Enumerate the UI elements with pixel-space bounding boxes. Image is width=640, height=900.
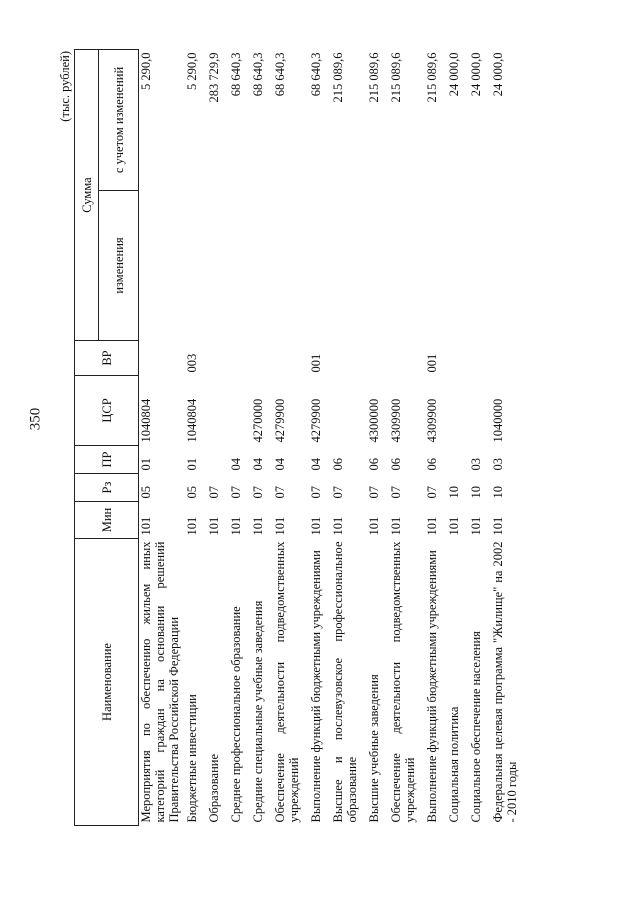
row-pr: 03	[490, 458, 505, 471]
row-csr: 4270000	[250, 398, 265, 443]
row-pr: 03	[468, 458, 483, 471]
row-csr: 1040804	[184, 398, 199, 443]
row-rz: 10	[490, 486, 505, 499]
row-pr	[447, 446, 469, 474]
row-total: 24 000,0	[490, 52, 505, 97]
row-name: Обеспечение деятельности подведомственных учреждений	[388, 541, 417, 823]
row-pr: 04	[272, 458, 287, 471]
row-csr: 4300000	[366, 398, 381, 443]
row-vr: 003	[184, 353, 199, 373]
row-min: 101	[490, 516, 505, 536]
row-vr	[331, 341, 367, 376]
row-min: 101	[468, 516, 483, 536]
row-pr: 04	[228, 458, 243, 471]
row-name: Бюджетные инвестиции	[184, 694, 199, 823]
row-pr: 01	[184, 458, 199, 471]
row-pr: 06	[424, 458, 439, 471]
row-csr	[207, 376, 229, 446]
row-total: 215 089,6	[330, 52, 345, 103]
row-total: 5 290,0	[184, 52, 199, 90]
row-vr	[367, 341, 389, 376]
row-rz: 07	[228, 486, 243, 499]
row-changes	[389, 191, 425, 341]
budget-table	[74, 49, 527, 826]
table-row	[447, 50, 469, 826]
row-total: 68 640,3	[250, 52, 265, 97]
row-pr	[207, 446, 229, 474]
row-name: Образование	[206, 753, 221, 823]
row-vr	[251, 341, 273, 376]
row-rz: 05	[184, 486, 199, 499]
row-vr: 001	[308, 353, 323, 373]
row-name: Социальная политика	[446, 706, 461, 823]
row-total: 215 089,6	[424, 52, 439, 103]
header-min: Мин	[75, 502, 139, 539]
table-row	[491, 50, 527, 826]
row-total: 283 729,9	[206, 52, 221, 103]
row-changes	[367, 191, 389, 341]
header-csr: ЦСР	[75, 376, 139, 446]
row-rz: 07	[308, 486, 323, 499]
row-changes	[229, 191, 251, 341]
row-vr	[229, 341, 251, 376]
row-rz: 07	[250, 486, 265, 499]
row-min: 101	[272, 516, 287, 536]
row-min: 101	[388, 516, 403, 536]
row-total: 68 640,3	[308, 52, 323, 97]
table-row	[185, 50, 207, 826]
row-name: Средние специальные учебные заведения	[250, 600, 265, 823]
row-min: 101	[184, 516, 199, 536]
row-min: 101	[308, 516, 323, 536]
row-csr	[331, 376, 367, 446]
row-rz: 07	[330, 486, 345, 499]
row-min: 101	[446, 516, 461, 536]
row-name: Выполнение функций бюджетными учреждениями	[308, 550, 323, 823]
row-total: 24 000,0	[446, 52, 461, 97]
row-changes	[469, 191, 491, 341]
units-note: (тыс. рублей)	[58, 51, 72, 122]
row-min: 101	[228, 516, 243, 536]
row-min: 101	[139, 516, 153, 536]
header-vr: ВР	[75, 341, 139, 376]
table-row	[229, 50, 251, 826]
row-total: 68 640,3	[272, 52, 287, 97]
table-row	[469, 50, 491, 826]
row-changes	[251, 191, 273, 341]
row-min: 101	[250, 516, 265, 536]
row-csr	[447, 376, 469, 446]
row-pr: 01	[139, 458, 153, 471]
row-vr	[469, 341, 491, 376]
row-name: Высшие учебные заведения	[366, 674, 381, 823]
row-csr: 1040000	[490, 398, 505, 443]
row-vr	[389, 341, 425, 376]
header-sum: Сумма	[75, 50, 99, 341]
header-rz: Рз	[75, 474, 139, 502]
row-changes	[139, 191, 185, 341]
row-vr	[139, 341, 185, 376]
row-name: Высшее и послевузовское профессиональное образование	[330, 541, 359, 823]
row-vr	[491, 341, 527, 376]
row-csr	[229, 376, 251, 446]
row-changes	[207, 191, 229, 341]
table-row	[367, 50, 389, 826]
row-min: 101	[330, 516, 345, 536]
row-rz: 10	[446, 486, 461, 499]
row-changes	[273, 191, 309, 341]
table-row	[389, 50, 425, 826]
row-name: Обеспечение деятельности подведомственных учреждений	[272, 541, 301, 823]
row-min: 101	[424, 516, 439, 536]
table-row	[331, 50, 367, 826]
row-name: Среднее профессиональное образование	[228, 606, 243, 823]
row-total: 215 089,6	[388, 52, 403, 103]
row-rz: 10	[468, 486, 483, 499]
row-csr: 4309900	[424, 398, 439, 443]
row-vr: 001	[424, 353, 439, 373]
row-rz: 07	[272, 486, 287, 499]
row-min: 101	[206, 516, 221, 536]
page-number: 350	[27, 407, 44, 431]
row-changes	[309, 191, 331, 341]
row-changes	[331, 191, 367, 341]
row-csr	[469, 376, 491, 446]
row-changes	[491, 191, 527, 341]
row-total: 68 640,3	[228, 52, 243, 97]
row-rz: 07	[424, 486, 439, 499]
row-csr: 1040804	[139, 398, 153, 443]
header-with-changes: с учетом изменений	[99, 50, 139, 191]
row-csr: 4279900	[308, 398, 323, 443]
row-rz: 07	[366, 486, 381, 499]
table-row	[251, 50, 273, 826]
row-changes	[447, 191, 469, 341]
row-csr: 4279900	[272, 398, 287, 443]
row-pr: 04	[308, 458, 323, 471]
row-pr: 06	[388, 458, 403, 471]
row-pr: 06	[366, 458, 381, 471]
row-min: 101	[366, 516, 381, 536]
row-total: 215 089,6	[366, 52, 381, 103]
row-rz: 07	[388, 486, 403, 499]
row-total: 5 290,0	[139, 52, 153, 90]
row-csr: 4309900	[388, 398, 403, 443]
row-changes	[425, 191, 447, 341]
table-row	[273, 50, 309, 826]
row-name: Мероприятия по обеспечению жильем иных категорий граждан на основании решений Правительства Российской Федерации	[139, 541, 181, 823]
row-name: Федеральная целевая программа "Жилище" на 2002 - 2010 годы	[490, 541, 519, 823]
row-rz: 05	[139, 486, 153, 499]
table-row	[425, 50, 447, 826]
row-pr: 06	[330, 458, 345, 471]
row-pr: 04	[250, 458, 265, 471]
header-changes: изменения	[99, 191, 139, 341]
row-vr	[273, 341, 309, 376]
budget-table-sheet	[58, 48, 614, 828]
row-name: Социальное обеспечение населения	[468, 631, 483, 823]
row-total: 24 000,0	[468, 52, 483, 97]
table-row	[309, 50, 331, 826]
row-changes	[185, 191, 207, 341]
row-rz: 07	[206, 486, 221, 499]
header-name: Наименование	[75, 539, 139, 826]
row-vr	[207, 341, 229, 376]
table-row	[139, 50, 185, 826]
row-vr	[447, 341, 469, 376]
table-row	[207, 50, 229, 826]
row-name: Выполнение функций бюджетными учреждениями	[424, 550, 439, 823]
header-pr: ПР	[75, 446, 139, 474]
